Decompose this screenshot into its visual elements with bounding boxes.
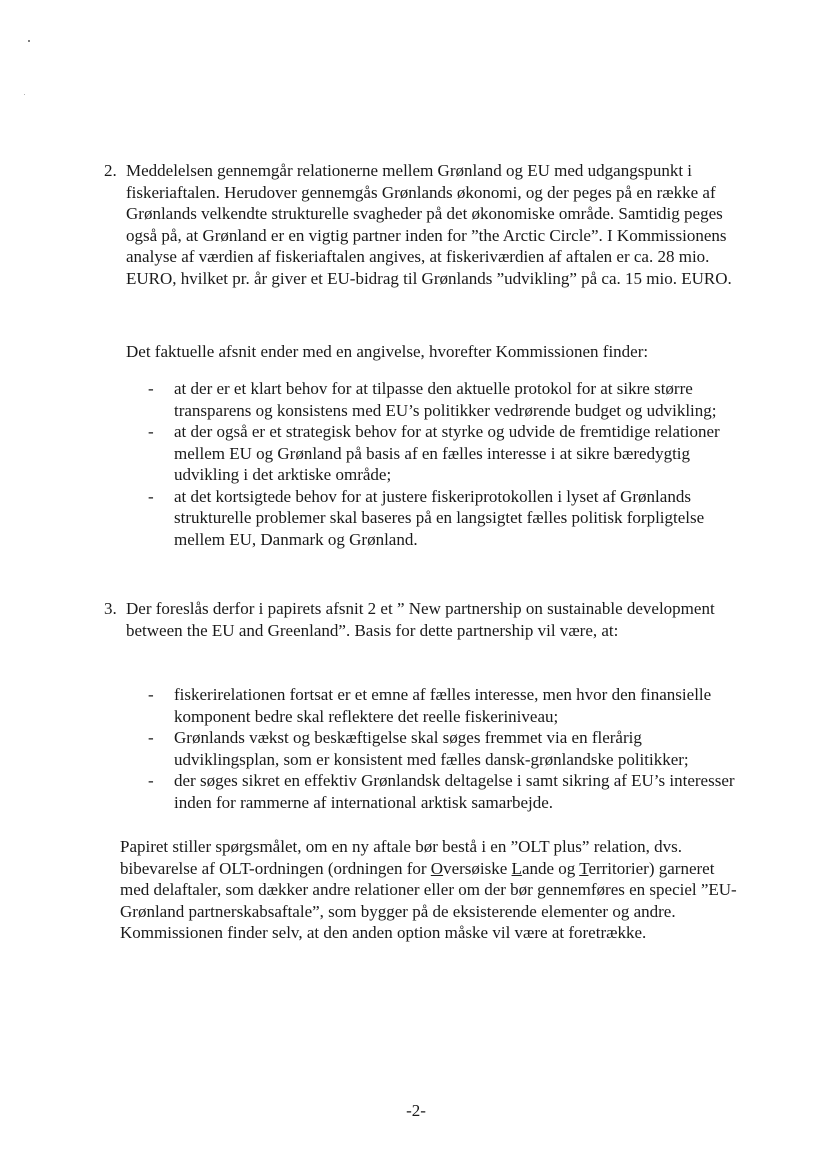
paragraph-text: versøiske (443, 858, 512, 878)
underlined-letter: O (430, 858, 444, 878)
paragraph-text: erritorier) garneret med delaftaler, som dækker andre relationer eller om der bør gennemføres en speciel ”EU-Grønland partnerskabsaftale”, som bygger på de eksisterende elementer og andre. Kommissionen finder selv, at den anden option måske vil være at foretrække. (120, 858, 737, 942)
page-number: -2- (406, 1101, 426, 1120)
list-item (148, 421, 748, 486)
dash-marker: - (148, 422, 154, 441)
paragraph-text: ande og (521, 858, 580, 878)
dash-marker: - (148, 685, 154, 704)
list-item-text: at der også er et strategisk behov for at styrke og udvide de fremtidige relationer mellem EU og Grønland på basis af en fælles interesse i at sikre bæredygtig udvikling i det arktiske område; (174, 422, 720, 484)
list-item-text: at der er et klart behov for at tilpasse den aktuelle protokol for at sikre større transparens og konsistens med EU’s politikker vedrørende budget og udvikling; (174, 379, 717, 420)
numbered-item-3 (104, 598, 764, 641)
underlined-letter: T (579, 858, 589, 878)
list-item-text: at det kortsigtede behov for at justere fiskeriprotokollen i lyset af Grønlands strukturelle problemer skal baseres på en langsigtet fælles politisk forpligtelse mellem EU, Danmark og Grønland. (174, 486, 705, 549)
numbered-item-2 (104, 160, 764, 289)
list-item-text: fiskerirelationen fortsat er et emne af fælles interesse, men hvor den finansielle komponent bedre skal reflektere det reelle fiskeriniveau; (174, 685, 712, 726)
item-number: 2. (104, 161, 117, 180)
item-text: Meddelelsen gennemgår relationerne mellem Grønland og EU med udgangspunkt i fiskeriaftalen. Herudover gennemgås Grønlands økonomi, og der peges på en række af Grønlands velkendte strukturelle svagheder på det økonomiske område. Samtidig peges også på, at Grønland er en vigtig partner inden for ”the Arctic Circle”. I Kommissionens analyse af værdien af fiskeriaftalen angives, at fiskeriværdien af aftalen er ca. 28 mio. EURO, hvilket pr. år giver et EU-bidrag til Grønlands ”udvikling” på ca. 15 mio. EURO. (126, 161, 732, 288)
list-item (148, 727, 748, 770)
list-item (148, 486, 748, 551)
question-paragraph (120, 836, 740, 944)
item-text: Der foreslås derfor i papirets afsnit 2 et ” New partnership on sustainable development between the EU and Greenland”. Basis for dette partnership vil være, at: (126, 599, 715, 640)
partnership-points-list (148, 684, 748, 813)
findings-list (148, 378, 748, 550)
paragraph-text: Papiret stiller spørgsmålet, om en ny aftale bør bestå i en ”OLT plus” relation, dvs. bibevarelse af OLT-ordningen (ordningen for (120, 837, 682, 878)
list-item (148, 378, 748, 421)
factual-intro-paragraph: Det faktuelle afsnit ender med en angivelse, hvorefter Kommissionen finder: (126, 342, 649, 361)
list-item (148, 684, 748, 727)
list-item (148, 770, 748, 813)
dash-marker: - (148, 771, 154, 790)
dash-marker: - (148, 486, 154, 506)
scan-speck (24, 94, 25, 95)
underlined-letter: L (511, 858, 522, 878)
dash-marker: - (148, 728, 154, 747)
list-item-text: Grønlands vækst og beskæftigelse skal søges fremmet via en flerårig udviklingsplan, som er konsistent med fælles dansk-grønlandske politikker; (174, 728, 689, 769)
dash-marker: - (148, 379, 154, 398)
item-number: 3. (104, 599, 117, 618)
list-item-text: der søges sikret en effektiv Grønlandsk deltagelse i samt sikring af EU’s interesser inden for rammerne af international arktisk samarbejde. (174, 771, 735, 812)
scan-speck (28, 40, 30, 42)
